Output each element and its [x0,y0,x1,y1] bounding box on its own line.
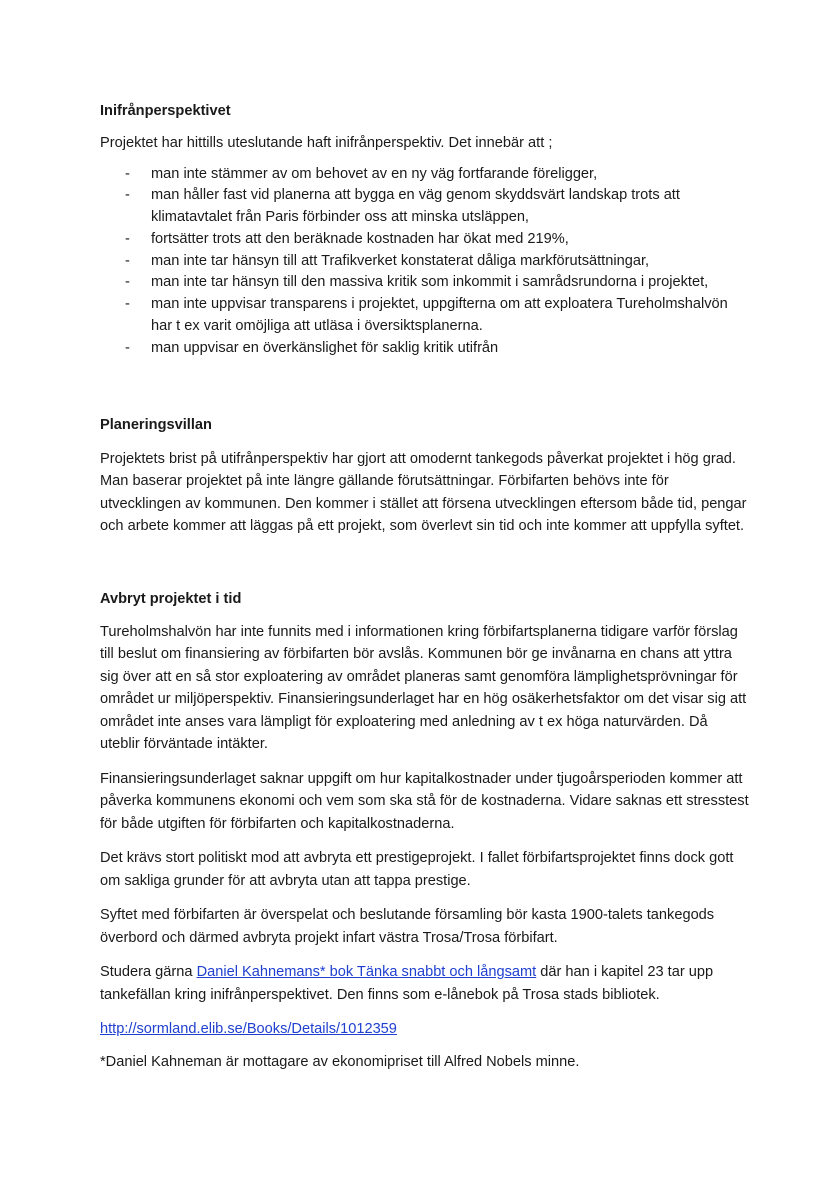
list-item: - man inte tar hänsyn till den massiva kritik som inkommit i samrådsrundorna i projektet, [100,272,750,294]
library-url-link[interactable]: http://sormland.elib.se/Books/Details/1012359 [100,1021,397,1038]
avbryt-paragraph-4: Syftet med förbifarten är överspelat och beslutande församling bör kasta 1900-talets tankegods överbord och därmed avbryta projekt infart västra Trosa/Trosa förbifart. [100,907,715,946]
list-item: - fortsätter trots att den beräknade kostnaden har ökat med 219%, [100,229,750,251]
list-item: - man inte stämmer av om behovet av en ny väg fortfarande föreligger, [100,164,750,186]
bullet-dash: - [125,274,130,291]
book-link[interactable]: Daniel Kahnemans* bok Tänka snabbt och långsamt [196,964,537,981]
section-heading-avbryt-projektet: Avbryt projektet i tid [100,590,242,607]
intro-paragraph: Projektet har hittills uteslutande haft inifrånperspektiv. Det innebär att ; [100,135,553,151]
document-body [100,100,750,1073]
bullet-dash: - [125,339,130,356]
library-url-paragraph [100,1018,750,1041]
bullet-dash: - [125,165,130,182]
section-heading-planeringsvillan: Planeringsvillan [100,416,212,433]
bullet-list [100,164,750,360]
planeringsvillan-paragraph: Projektets brist på utifrånperspektiv har gjort att omodernt tankegods påverkat projektet i hög grad. Man baserar projektet på inte längre gällande förutsättningar. Förbifarten behövs inte för utvecklingen av kommunen. Den kommer i stället att försena utvecklingen eftersom både tid, pengar och arbete kommer att läggas på ett projekt, som överlevt sin tid och inte kommer att uppfylla syftet. [100,450,747,535]
list-item: - man inte uppvisar transparens i projektet, uppgifterna om att exploatera Tureholmshalvön har t ex varit omöjliga att utläsa i översiktsplanerna. [125,296,728,335]
list-item: - man uppvisar en överkänslighet för saklig kritik utifrån [100,338,750,360]
avbryt-paragraph-1: Tureholmshalvön har inte funnits med i informationen kring förbifartsplanerna tidigare varför förslag till beslut om finansiering av förbifarten bör avslås. Kommunen bör ge invånarna en chans att yttra sig över att en så stor exploatering av området planeras samt genomföra lämplighetsprövningar för området ur miljöperspektiv. Finansieringsunderlaget har en hög osäkerhetsfaktor om det visar sig att området inte anses vara lämpligt för exploatering med anledning av t ex höga naturvärden. Då uteblir förväntade intäkter. [100,623,747,753]
bullet-dash: - [125,187,130,204]
bullet-dash: - [125,296,130,313]
section-heading-inifranperspektivet: Inifrånperspektivet [100,103,231,119]
bullet-dash: - [125,230,130,247]
bullet-dash: - [125,252,130,269]
list-item: - man håller fast vid planerna att bygga en väg genom skyddsvärt landskap trots att klimatavtalet från Paris förbinder oss att minska utsläppen, [125,187,680,226]
footnote: *Daniel Kahneman är mottagare av ekonomipriset till Alfred Nobels minne. [100,1053,580,1070]
list-item: - man inte tar hänsyn till att Trafikverket konstaterat dåliga markförutsättningar, [100,251,750,273]
avbryt-paragraph-5: Studera gärna Daniel Kahnemans* bok Tänka snabbt och långsamt där han i kapitel 23 tar upp tankefällan kring inifrånperspektivet. Den finns som e-lånebok på Trosa stads bibliotek. [100,964,714,1003]
avbryt-paragraph-2: Finansieringsunderlaget saknar uppgift om hur kapitalkostnader under tjugoårsperioden kommer att påverka kommunens ekonomi och vem som ska stå för de kostnaderna. Vidare saknas ett stresstest för både utgiften för förbifarten och kapitalkostnaderna. [100,770,749,832]
avbryt-paragraph-3: Det krävs stort politiskt mod att avbryta ett prestigeprojekt. I fallet förbifartsprojektet finns dock gott om sakliga grunder för att avbryta utan att tappa prestige. [100,850,734,889]
